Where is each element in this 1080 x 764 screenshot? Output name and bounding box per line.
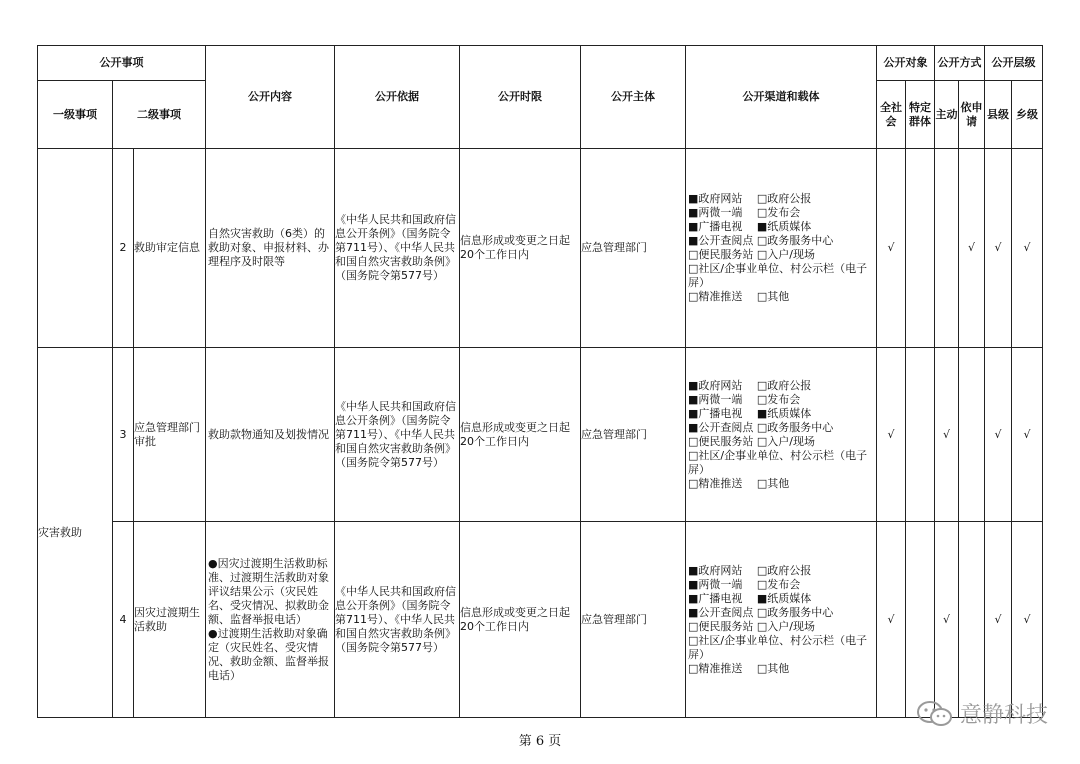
neirong-line: 救助款物通知及划拨情况 (208, 427, 329, 441)
zhuti-cell: 应急管理部门 (581, 149, 686, 348)
qudao-line: □便民服务站 □入户/现场 (688, 619, 815, 633)
qudao-cell (686, 149, 877, 348)
zhuti-cell: 应急管理部门 (581, 348, 686, 522)
qudao-line: □精准推送 □其他 (688, 661, 790, 675)
header-gongkai-qudao: 公开渠道和载体 (686, 46, 877, 149)
yiju-cell: 《中华人民共和国政府信息公开条例》（国务院令第711号）、《中华人民共和国自然灾害救助条例》（国务院令第577号） (335, 149, 460, 348)
header-xiangji: 乡级 (1012, 81, 1043, 149)
mark-xianji: √ (985, 149, 1012, 348)
mark-teding-qunti (906, 149, 935, 348)
mark-quan-shehui: √ (877, 348, 906, 522)
mark-quan-shehui: √ (877, 522, 906, 718)
yiju-cell: 《中华人民共和国政府信息公开条例》（国务院令第711号）、《中华人民共和国自然灾害救助条例》（国务院令第577号） (335, 522, 460, 718)
header-gongkai-shixian: 公开时限 (460, 46, 581, 149)
qudao-line: □便民服务站 □入户/现场 (688, 434, 815, 448)
zhuti-cell: 应急管理部门 (581, 522, 686, 718)
qudao-line: ■广播电视 ■纸质媒体 (688, 591, 812, 605)
header-gongkai-cengji: 公开层级 (985, 46, 1043, 81)
qudao-line: □精准推送 □其他 (688, 476, 790, 490)
mark-zhudong: √ (935, 348, 959, 522)
mark-xiangji: √ (1012, 522, 1043, 718)
disclosure-table (37, 45, 1043, 718)
wechat-icon (916, 700, 954, 728)
shixian-cell: 信息形成或变更之日起20个工作日内 (460, 348, 581, 522)
watermark (916, 698, 1048, 729)
header-quan-shehui: 全社会 (877, 81, 906, 149)
mark-yishenqing (959, 348, 985, 522)
qudao-line: □便民服务站 □入户/现场 (688, 248, 815, 261)
header-yiji-shixiang: 一级事项 (38, 81, 113, 149)
mark-xianji: √ (985, 522, 1012, 718)
mark-quan-shehui: √ (877, 149, 906, 348)
header-gongkai-neirong: 公开内容 (206, 46, 335, 149)
qudao-cell (686, 348, 877, 522)
qudao-line: ■广播电视 ■纸质媒体 (688, 406, 812, 420)
mark-yishenqing: √ (959, 149, 985, 348)
mark-yishenqing (959, 522, 985, 718)
table-row (38, 348, 1043, 522)
header-gongkai-fangshi: 公开方式 (935, 46, 985, 81)
qudao-line: ■两微一端 □发布会 (688, 577, 801, 591)
neirong-cell (206, 522, 335, 718)
qudao-cell (686, 522, 877, 718)
mark-teding-qunti (906, 348, 935, 522)
disclosure-table-sheet (37, 45, 1042, 717)
qudao-line: □社区/企事业单位、村公示栏（电子屏） (688, 633, 868, 661)
header-erji-shixiang: 二级事项 (113, 81, 206, 149)
watermark-text: 意静科技 (959, 703, 1048, 728)
header-teding-qunti: 特定群体 (906, 81, 935, 149)
header-gongkai-zhuti: 公开主体 (581, 46, 686, 149)
header-gongkai-yiju: 公开依据 (335, 46, 460, 149)
mark-zhudong: √ (935, 522, 959, 718)
neirong-line: ●过渡期生活救助对象确定（灾民姓名、受灾情况、救助金额、监督举报电话） (208, 626, 329, 682)
row-number: 3 (113, 348, 134, 522)
mark-zhudong (935, 149, 959, 348)
header-yishenqing: 依申请 (959, 81, 985, 149)
qudao-line: □社区/企事业单位、村公示栏（电子屏） (688, 448, 868, 476)
erji-item: 救助审定信息 (134, 149, 206, 348)
qudao-line: □精准推送 □其他 (688, 290, 790, 303)
qudao-line: ■公开查阅点 □政务服务中心 (688, 420, 834, 434)
neirong-cell (206, 149, 335, 348)
qudao-line: ■两微一端 □发布会 (688, 206, 801, 219)
yiji-empty-cell (38, 149, 113, 348)
header-zhudong: 主动 (935, 81, 959, 149)
row-number: 2 (113, 149, 134, 348)
qudao-line: □社区/企事业单位、村公示栏（电子屏） (688, 262, 868, 289)
qudao-line: ■政府网站 □政府公报 (688, 563, 812, 577)
header-gongkai-shixiang: 公开事项 (38, 46, 206, 81)
table-row (38, 522, 1043, 718)
qudao-line: ■政府网站 □政府公报 (688, 192, 812, 205)
qudao-line: ■政府网站 □政府公报 (688, 378, 812, 392)
mark-xiangji: √ (1012, 348, 1043, 522)
header-xianji: 县级 (985, 81, 1012, 149)
mark-xianji: √ (985, 348, 1012, 522)
neirong-cell (206, 348, 335, 522)
erji-item: 应急管理部门审批 (134, 348, 206, 522)
neirong-line: 自然灾害救助（6类）的救助对象、申报材料、办理程序及时限等 (208, 227, 329, 268)
mark-xiangji: √ (1012, 149, 1043, 348)
yiju-cell: 《中华人民共和国政府信息公开条例》（国务院令第711号）、《中华人民共和国自然灾害救助条例》（国务院令第577号） (335, 348, 460, 522)
erji-item: 因灾过渡期生活救助 (134, 522, 206, 718)
shixian-cell: 信息形成或变更之日起20个工作日内 (460, 149, 581, 348)
qudao-line: ■公开查阅点 □政务服务中心 (688, 605, 834, 619)
qudao-line: ■广播电视 ■纸质媒体 (688, 220, 812, 233)
row-number: 4 (113, 522, 134, 718)
page-number: 第 6 页 (518, 734, 562, 749)
neirong-line: ●因灾过渡期生活救助标准、过渡期生活救助对象评议结果公示（灾民姓名、受灾情况、拟救助金额、监督举报电话） (208, 556, 329, 626)
qudao-line: ■公开查阅点 □政务服务中心 (688, 234, 834, 247)
table-row (38, 149, 1043, 348)
shixian-cell: 信息形成或变更之日起20个工作日内 (460, 522, 581, 718)
qudao-line: ■两微一端 □发布会 (688, 392, 801, 406)
mark-teding-qunti (906, 522, 935, 718)
header-gongkai-duixiang: 公开对象 (877, 46, 935, 81)
yiji-group-label: 灾害救助 (38, 348, 113, 718)
